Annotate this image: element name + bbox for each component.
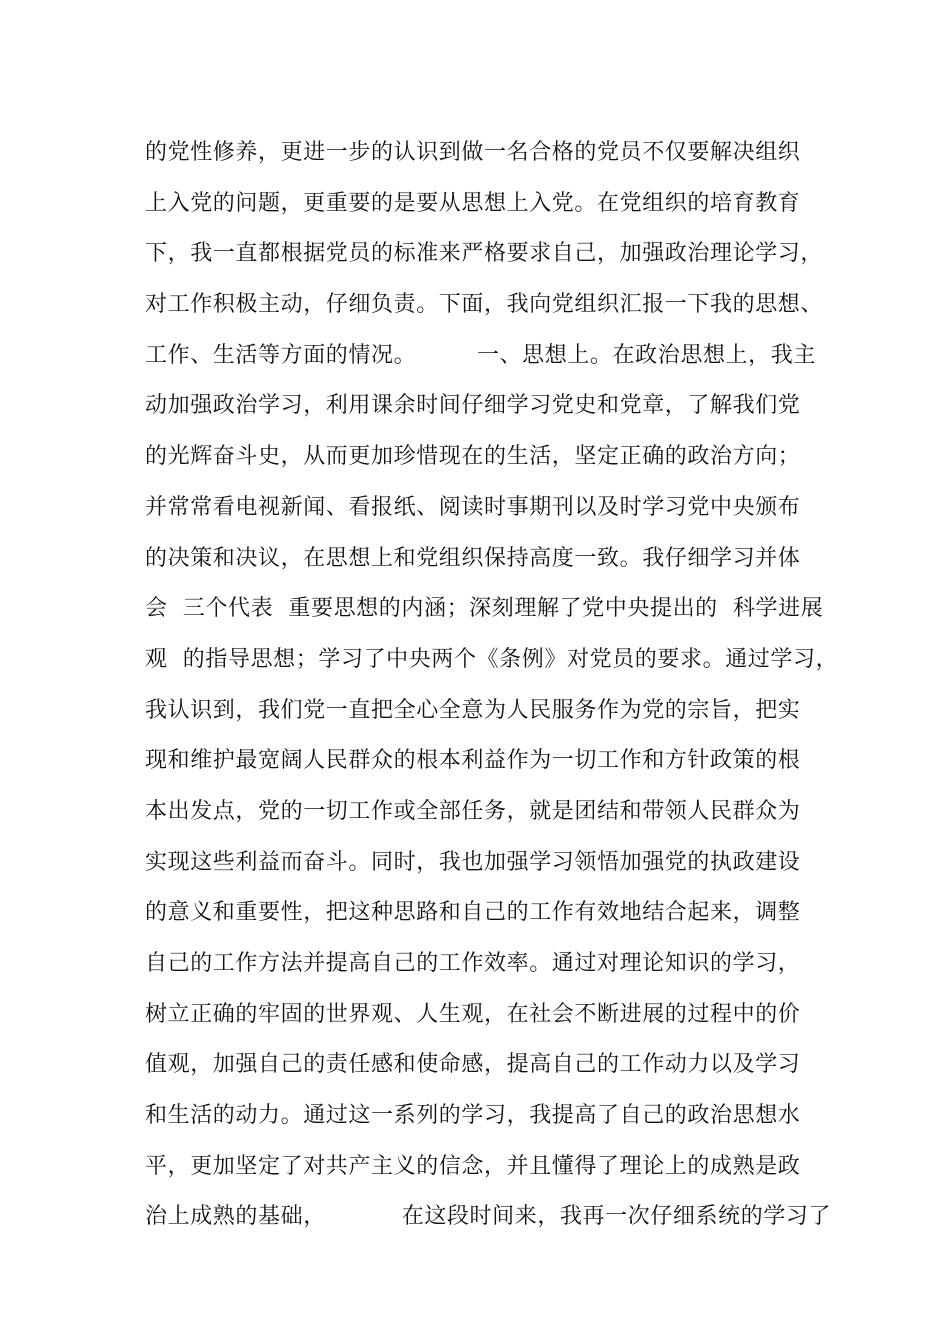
text-line: 我认识到，我们党一直把全心全意为人民服务作为党的宗旨，把实 <box>145 697 801 723</box>
text-line: 并常常看电视新闻、看报纸、阅读时事期刊以及时学习党中央颁布 <box>145 494 801 520</box>
text-line: 和生活的动力。通过这一系列的学习，我提高了自己的政治思想水 <box>145 1103 801 1129</box>
text-line: 实现这些利益而奋斗。同时，我也加强学习领悟加强党的执政建设 <box>145 849 801 875</box>
text-line: 的党性修养，更进一步的认识到做一名合格的党员不仅要解决组织 <box>145 140 801 165</box>
text-line: 观 的指导思想；学习了中央两个《条例》对党员的要求。通过学习， <box>145 646 839 672</box>
text-line: 自己的工作方法并提高自己的工作效率。通过对理论知识的学习， <box>145 951 801 976</box>
body-text <box>145 131 839 1246</box>
text-line: 治上成熟的基础， 在这段时间来，我再一次仔细系统的学习了 <box>145 1204 832 1230</box>
text-line: 现和维护最宽阔人民群众的根本利益作为一切工作和方针政策的根 <box>145 748 801 774</box>
text-line: 动加强政治学习，利用课余时间仔细学习党史和党章，了解我们党 <box>145 393 801 419</box>
text-line: 本出发点，党的一切工作或全部任务，就是团结和带领人民群众为 <box>145 798 801 824</box>
text-line: 下，我一直都根据党员的标准来严格要求自己，加强政治理论学习， <box>145 241 824 267</box>
text-line: 的决策和决议，在思想上和党组织保持高度一致。我仔细学习并体 <box>145 545 801 571</box>
text-line: 树立正确的牢固的世界观、人生观，在社会不断进展的过程中的价 <box>145 1001 801 1027</box>
text-line: 的意义和重要性，把这种思路和自己的工作有效地结合起来，调整 <box>145 900 801 926</box>
text-line: 上入党的问题，更重要的是要从思想上入党。在党组织的培育教育 <box>145 190 801 216</box>
text-line: 的光辉奋斗史，从而更加珍惜现在的生活，坚定正确的政治方向； <box>145 444 801 470</box>
text-line: 值观，加强自己的责任感和使命感，提高自己的工作动力以及学习 <box>145 1052 801 1078</box>
text-line: 工作、生活等方面的情况。 一、思想上。在政治思想上，我主 <box>145 342 816 368</box>
text-line: 平，更加坚定了对共产主义的信念，并且懂得了理论上的成熟是政 <box>145 1153 801 1179</box>
text-line: 会 三个代表 重要思想的内涵；深刻理解了党中央提出的 科学进展 <box>145 596 824 622</box>
text-line: 对工作积极主动，仔细负责。下面，我向党组织汇报一下我的思想、 <box>145 292 824 318</box>
